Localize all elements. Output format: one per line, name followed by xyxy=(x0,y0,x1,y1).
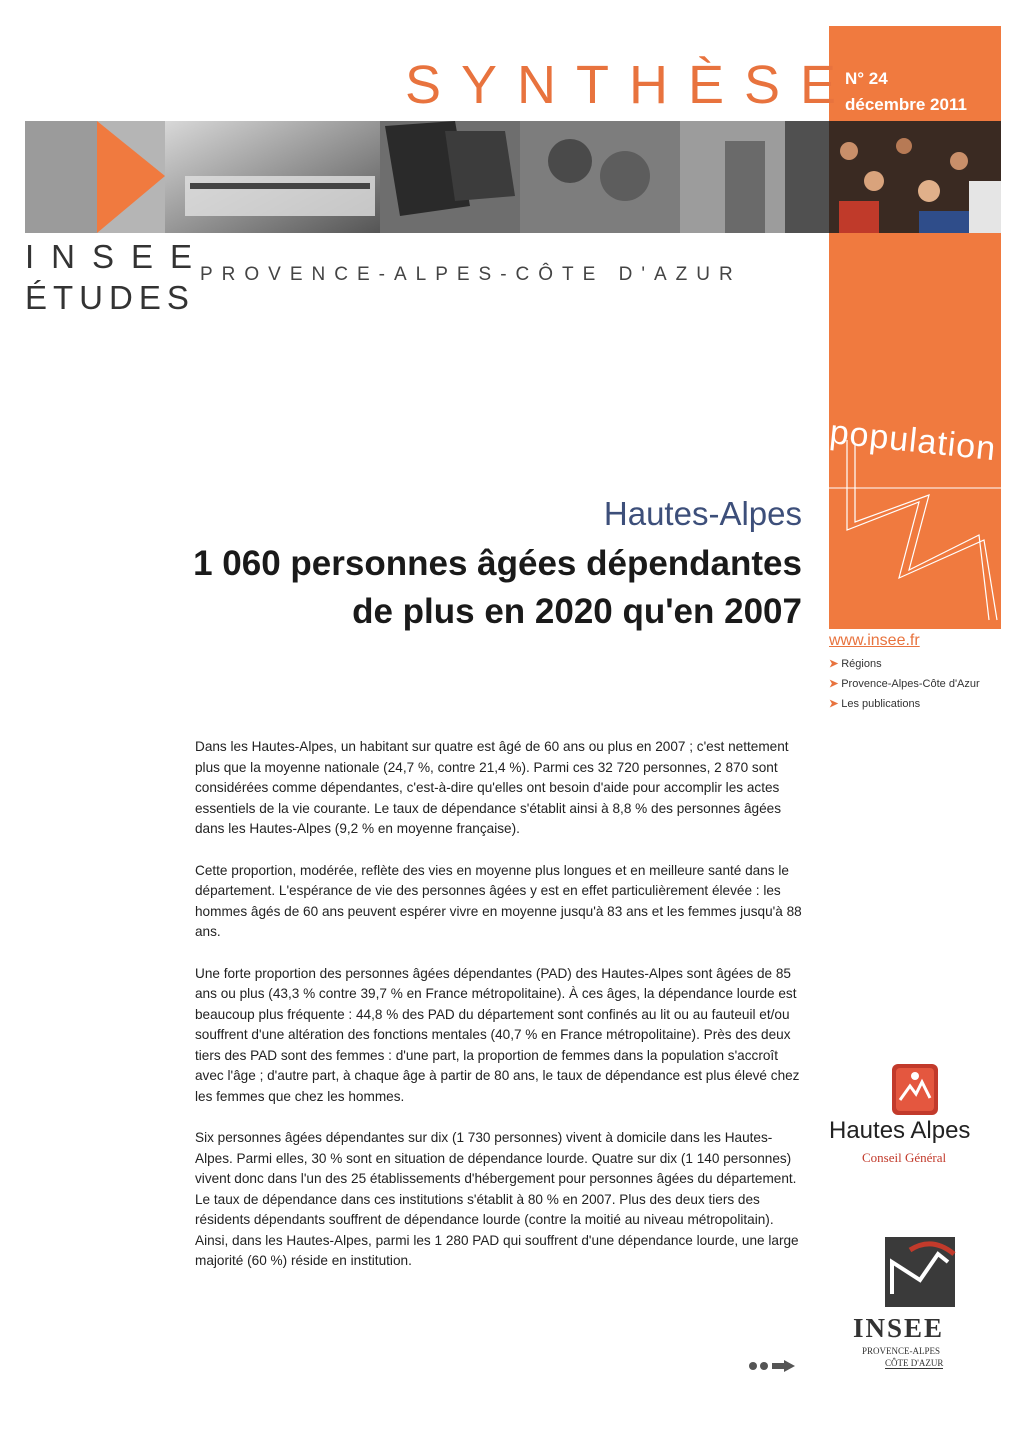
series-title: SYNTHÈSE xyxy=(405,55,857,115)
publisher-subtitle: ÉTUDES xyxy=(25,279,195,316)
insee-logo-region-1: PROVENCE-ALPES xyxy=(862,1346,941,1356)
continue-arrow-icon[interactable] xyxy=(748,1359,796,1373)
arrow-icon: ➤ xyxy=(829,678,839,690)
region-name: PROVENCE-ALPES-CÔTE D'AZUR xyxy=(200,264,742,285)
issue-number: N° 24 xyxy=(845,69,888,88)
paragraph: Une forte proportion des personnes âgées dépendantes (PAD) des Hautes-Alpes sont âgées de 85 ans ou plus (43,3 % contre 39,7 % en France métropolitaine). À ces âges, la dépendance lourde est beaucoup plus fréquente : 44,8 % des PAD du département sont confinés au lit ou au fauteuil et/ou souffrent d'une altération des fonctions mentales (40,7 % en France métropolitaine). Près des deux tiers des PAD sont des femmes : d'une part, la proportion de femmes dans la population s'accroît avec l'âge ; d'autre part, à chaque âge à partir de 80 ans, le taux de dépendance est plus élevé chez les femmes que chez les hommes. xyxy=(195,965,800,1104)
hautes-alpes-emblem-icon xyxy=(890,1062,940,1117)
insee-logo-icon xyxy=(880,1232,960,1312)
partner-logo-subtitle: Conseil Général xyxy=(862,1150,947,1165)
header-photo-crowd xyxy=(829,121,1001,233)
headline-line-1: 1 060 personnes âgées dépendantes xyxy=(193,544,802,583)
headline-line-2: de plus en 2020 qu'en 2007 xyxy=(352,592,802,631)
arrow-icon: ➤ xyxy=(829,698,839,710)
paragraph: Cette proportion, modérée, reflète des vies en moyenne plus longues et en meilleure santé dans le département. L'espérance de vie des personnes âgées y est en effet particulièrement élevée : les hommes âgés de 60 ans peuvent espérer vivre en moyenne jusqu'à 83 ans et les femmes jusqu'à 88 ans. xyxy=(195,862,802,939)
issue-date: décembre 2011 xyxy=(845,95,967,114)
nav-link-publications[interactable]: ➤ Les publications xyxy=(829,698,921,710)
theme-label: population xyxy=(828,413,999,469)
nav-link-regions[interactable]: ➤ Régions xyxy=(829,658,882,670)
article-body xyxy=(195,737,807,1293)
insee-logo-name: INSEE xyxy=(853,1313,945,1343)
paragraph: Dans les Hautes-Alpes, un habitant sur quatre est âgé de 60 ans ou plus en 2007 ; c'est nettement plus que la moyenne nationale (24,7 %, contre 21,4 %). Parmi ces 32 720 personnes, 2 870 sont considérées comme dépendantes, c'est-à-dire qu'elles ont besoin d'aide pour accomplir les actes essentiels de la vie courante. Le taux de dépendance s'établit ainsi à 8,8 % des personnes âgées dans les Hautes-Alpes (9,2 % en moyenne française). xyxy=(195,739,789,836)
department-title: Hautes-Alpes xyxy=(603,495,802,532)
nav-link-region-paca[interactable]: ➤ Provence-Alpes-Côte d'Azur xyxy=(829,678,980,690)
website-link[interactable]: www.insee.fr xyxy=(829,632,920,649)
paragraph: Six personnes âgées dépendantes sur dix (1 730 personnes) vivent à domicile dans les Hautes-Alpes. Parmi elles, 30 % sont en situation de dépendance lourde. Quatre sur dix (1 140 personnes) vivent donc dans l'un des 25 établissements d'hébergement pour personnes âgées du département. Le taux de dépendance dans ces institutions s'établit à 80 % en 2007. Plus des deux tiers des résidents dépendants souffrent de dépendance lourde (contre la moitié au niveau métropolitain). Ainsi, dans les Hautes-Alpes, parmi les 1 280 PAD qui souffrent d'une dépendance lourde, une large majorité (60 %) réside en institution. xyxy=(195,1130,799,1268)
arrow-icon: ➤ xyxy=(829,658,839,670)
partner-logo-name: Hautes Alpes xyxy=(829,1117,971,1144)
insee-logo-region-2: CÔTE D'AZUR xyxy=(885,1358,944,1368)
header-photo-collage xyxy=(25,121,829,233)
publisher-name: INSEE xyxy=(25,238,210,275)
